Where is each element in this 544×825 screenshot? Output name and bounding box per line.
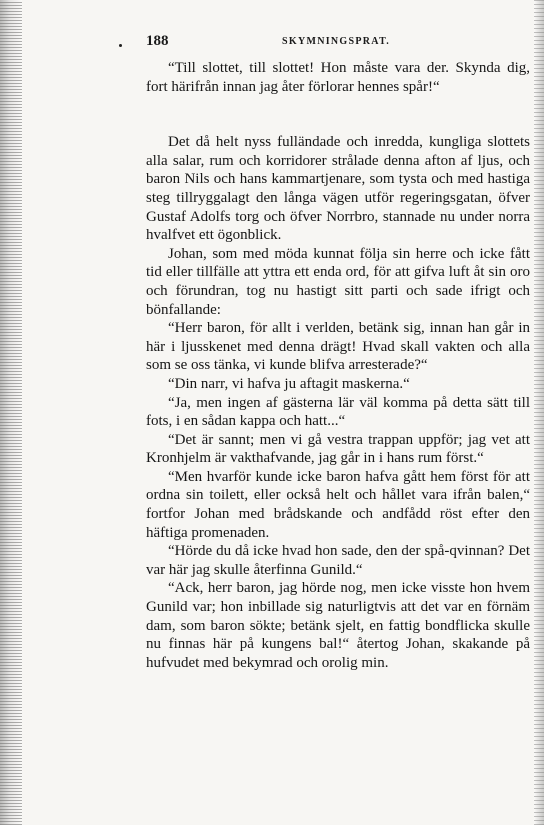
paragraph: Johan, som med möda kunnat följa sin herre och icke fått tid eller tillfälle att yttra ett enda ord, för att gifva luft åt sin oro och förundran, tog nu hastigt sitt parti och sade ifrigt och bönfallande: <box>146 245 530 318</box>
paragraph: Det då helt nyss fulländade och inredda, kungliga slottets alla salar, rum och korridorer strålade denna afton af ljus, och baron Nils och hans kammartjenare, som tysta och med hastiga steg tillryggalagt den långa vägen utför regeringsgatan, öfver Gustaf Adolfs torg och öfver Norrbro, stannade nu under norra hvalfvet ett ögonblick. <box>146 134 530 244</box>
paragraph: “Till slottet, till slottet! Hon måste vara der. Skynda dig, fort härifrån innan jag åter förlorar hennes spår!“ <box>146 60 530 95</box>
paragraph: “Ack, herr baron, jag hörde nog, men icke visste hon hvem Gunild var; hon inbillade sig naturligtvis att det var en förnäm dam, som baron sökte; betänk sjelt, en fattig bondflicka skulle nu finnas här på kungens bal!“ återtog Johan, skakande på hufvudet med bekymrad och orolig min. <box>146 580 530 671</box>
paragraph: “Ja, men ingen af gästerna lär väl komma på detta sätt till fots, i en sådan kappa och hatt...“ <box>146 394 530 430</box>
paragraph: “Hörde du då icke hvad hon sade, den der spå-qvinnan? Det var här jag skulle återfinna Gunild.“ <box>146 543 530 578</box>
paragraph: “Din narr, vi hafva ju aftagit maskerna.“ <box>168 375 410 392</box>
page-number: 188 <box>146 33 169 49</box>
paragraph: “Men hvarför kunde icke baron hafva gått hem först för att ordna sin toilett, eller också helt och hållet vara ifrån balen,“ fortfor Johan med brådskande och andfådd röst efter den häftiga promenaden. <box>146 468 530 541</box>
margin-speck <box>119 44 122 47</box>
running-head: SKYMNINGSPRAT. <box>282 36 391 47</box>
paragraph: “Det är sannt; men vi gå vestra trappan uppför; jag vet att Kronhjelm är vakthafvande, jag går in i hans rum först.“ <box>146 431 530 467</box>
page-binding-edge <box>0 0 22 825</box>
page-right-edge <box>534 0 544 825</box>
paragraph: “Herr baron, för allt i verlden, betänk sig, innan han går in här i ljusskenet med denna drägt! Hvad skall vakten och alla som se oss tänka, vi kunde blifva arresterade?“ <box>146 320 530 374</box>
page-header <box>146 33 530 51</box>
body-text <box>146 59 530 672</box>
